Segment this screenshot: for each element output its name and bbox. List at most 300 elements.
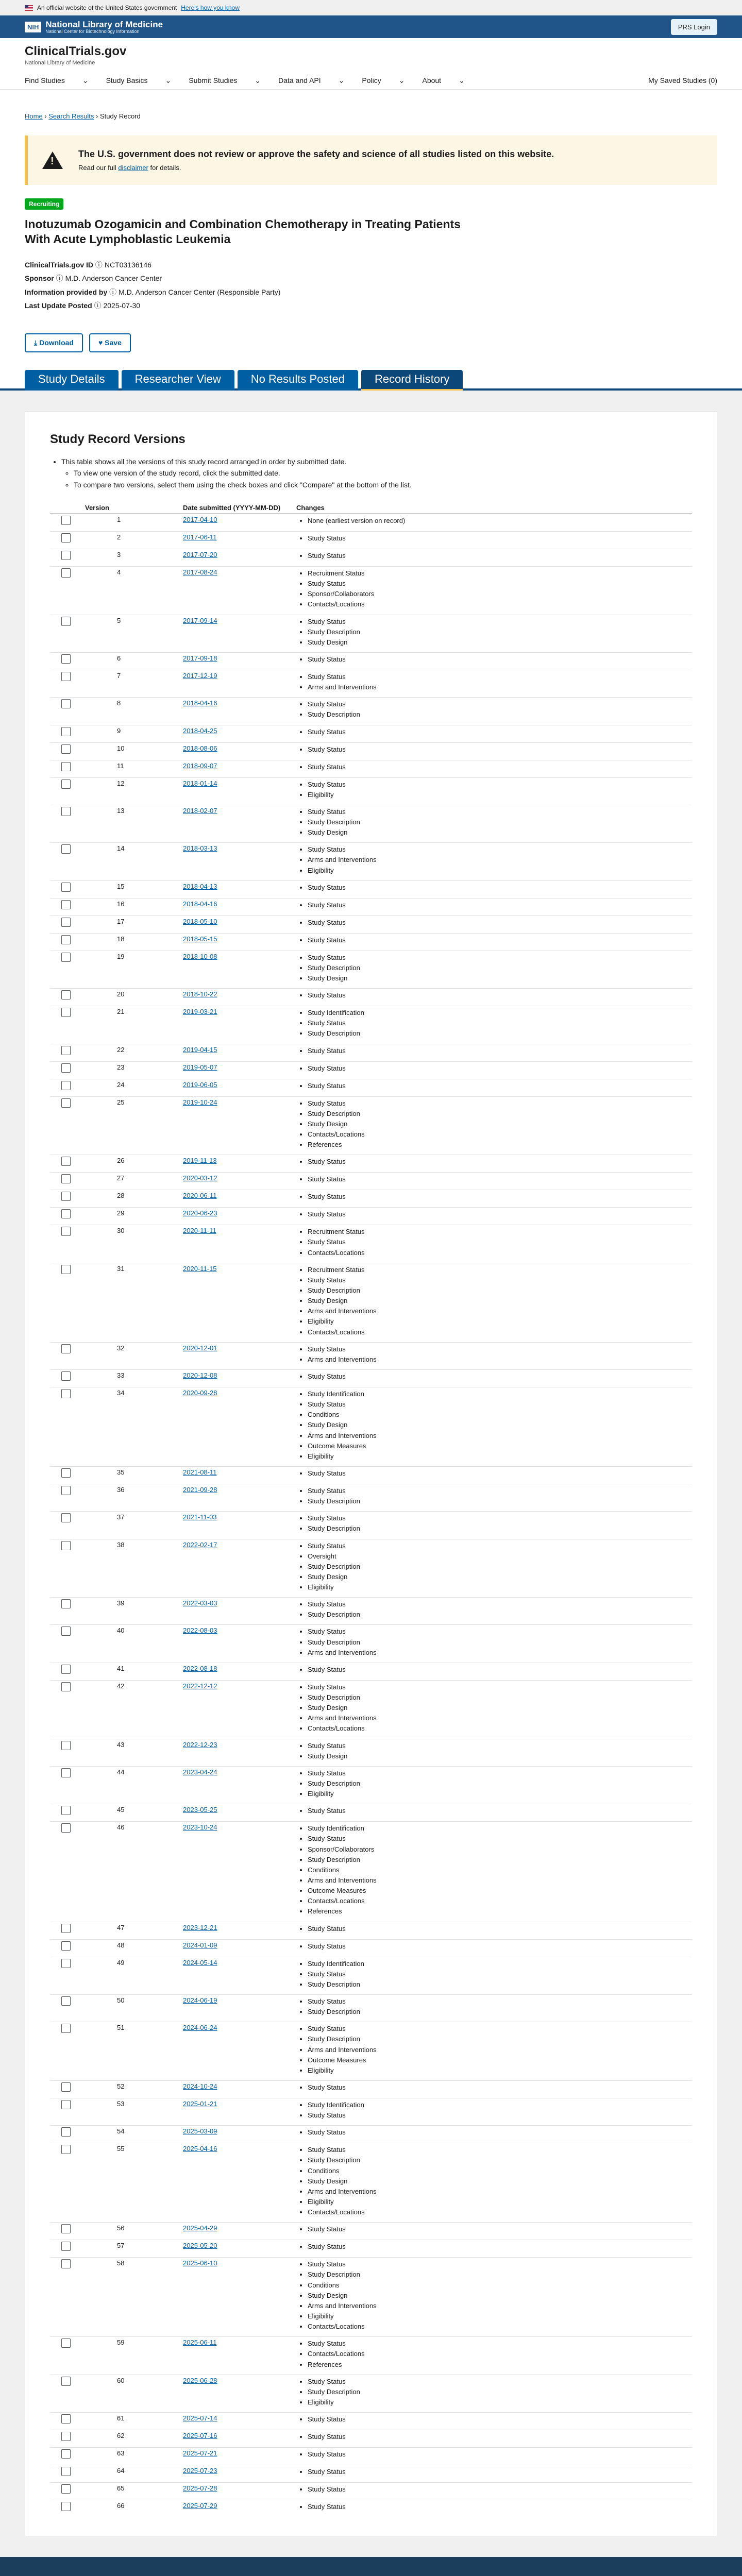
version-date-link[interactable]: 2018-09-07 [183,761,217,770]
table-row [50,725,692,742]
compare-checkbox[interactable] [61,900,71,909]
version-date-link[interactable]: 2018-02-07 [183,806,217,815]
version-date-link[interactable]: 2022-08-03 [183,1626,217,1635]
compare-checkbox[interactable] [61,2242,71,2251]
version-date-link[interactable]: 2019-10-24 [183,1098,217,1106]
compare-checkbox[interactable] [61,1371,71,1381]
compare-checkbox[interactable] [61,1941,71,1951]
change-item: • Study Status [308,727,688,737]
change-item: • Study Status [308,1513,688,1523]
version-date-link[interactable]: 2025-03-09 [183,2127,217,2136]
version-number: 35 [81,1466,179,1484]
version-date-link[interactable]: 2017-09-14 [183,616,217,624]
table-row [50,1096,692,1155]
compare-checkbox[interactable] [61,516,71,525]
table-row [50,898,692,916]
compare-checkbox[interactable] [61,935,71,944]
breadcrumb-search-results[interactable]: Search Results [48,112,94,120]
version-date-link[interactable]: 2023-04-24 [183,1768,217,1776]
changes-list [308,1098,688,1150]
table-row [50,2413,692,2430]
compare-checkbox[interactable] [61,1665,71,1674]
table-row [50,2098,692,2125]
disclaimer-alert [25,135,717,185]
change-item: • Study Status [308,1237,688,1247]
compare-checkbox[interactable] [61,779,71,789]
version-number: 28 [81,1190,179,1208]
changes-list [308,2377,688,2408]
nav-item[interactable]: About [422,76,442,84]
table-row [50,1190,692,1208]
change-item: • Eligibility [308,1582,688,1592]
version-number: 47 [81,1922,179,1939]
col-changes: Changes [292,502,692,514]
table-row [50,2126,692,2143]
compare-checkbox[interactable] [61,807,71,816]
change-item: • Study Description [308,627,688,637]
prs-login-button[interactable]: PRS Login [671,19,717,35]
disclaimer-text: Read our full disclaimer for details. [78,164,181,172]
compare-checkbox[interactable] [61,2224,71,2233]
compare-checkbox[interactable] [61,1192,71,1201]
tab-study-details[interactable]: Study Details [25,370,119,391]
compare-checkbox[interactable] [61,1344,71,1353]
version-date-link[interactable]: 2017-09-18 [183,654,217,663]
change-item: • Study Status [308,900,688,910]
changes-list [308,762,688,772]
changes-list [308,1924,688,1934]
change-item: • Outcome Measures [308,1886,688,1896]
version-date-link[interactable]: 2017-06-11 [183,533,217,541]
version-number: 59 [81,2337,179,2375]
version-date-link[interactable]: 2023-12-21 [183,1923,217,1931]
versions-table [50,502,692,2517]
changes-list [308,1959,688,1990]
compare-checkbox[interactable] [61,953,71,962]
version-date-link[interactable]: 2017-08-24 [183,568,217,577]
compare-checkbox[interactable] [61,1806,71,1815]
table-row [50,916,692,933]
version-number: 20 [81,989,179,1006]
change-item: • Study Status [308,2024,688,2034]
compare-checkbox[interactable] [61,1209,71,1218]
change-item: • Study Status [308,1599,688,1609]
table-row [50,1155,692,1173]
chevron-down-icon: ⌄ [398,76,405,84]
breadcrumb: Home › Search Results › Study Record [25,112,141,120]
version-number: 7 [81,670,179,698]
change-item: • Study Status [308,935,688,945]
change-item: • Study Status [308,1098,688,1109]
table-row [50,1061,692,1079]
change-item: • Arms and Interventions [308,1875,688,1886]
nav-item[interactable]: Find Studies [25,76,65,84]
version-number: 15 [81,880,179,898]
change-item: • Study Status [308,1344,688,1354]
version-date-link[interactable]: 2017-07-20 [183,551,217,559]
usa-gov-banner [0,0,742,15]
version-date-link[interactable]: 2025-06-28 [183,2376,217,2384]
download-button[interactable]: ⤓ Download [25,333,83,352]
version-date-link[interactable]: 2021-11-03 [183,1513,217,1521]
version-date-link[interactable]: 2024-10-24 [183,2082,217,2090]
version-date-link[interactable]: 2019-03-21 [183,1008,217,1016]
table-row [50,2022,692,2081]
changes-list [308,1063,688,1074]
compare-checkbox[interactable] [61,1682,71,1691]
version-number: 44 [81,1766,179,1804]
change-item: • Study Description [308,2034,688,2044]
site-logo-title[interactable]: ClinicalTrials.gov [25,44,127,58]
compare-checkbox[interactable] [61,2502,71,2511]
compare-checkbox[interactable] [61,533,71,543]
change-item: • Contacts/Locations [308,2349,688,2359]
compare-checkbox[interactable] [61,672,71,681]
compare-checkbox[interactable] [61,1599,71,1608]
version-date-link[interactable]: 2018-04-25 [183,726,217,735]
version-number: 49 [81,1957,179,1994]
version-date-link[interactable]: 2019-06-05 [183,1080,217,1089]
table-row [50,805,692,842]
version-date-link[interactable]: 2025-07-16 [183,2432,217,2440]
nlm-logo[interactable] [25,20,163,34]
version-date-link[interactable]: 2018-04-16 [183,900,217,908]
version-date-link[interactable]: 2025-06-10 [183,2259,217,2267]
content-area [0,391,742,2557]
breadcrumb-home[interactable]: Home [25,112,43,120]
change-item: • Study Design [308,2176,688,2187]
table-row [50,880,692,898]
table-row [50,615,692,652]
version-number: 27 [81,1173,179,1190]
version-number: 8 [81,698,179,725]
changes-list [308,1008,688,1039]
table-row [50,1766,692,1804]
compare-checkbox[interactable] [61,762,71,771]
table-row [50,1208,692,1225]
change-item: • Study Identification [308,1389,688,1399]
version-date-link[interactable]: 2018-04-13 [183,882,217,890]
chevron-down-icon: ⌄ [255,76,261,84]
compare-checkbox[interactable] [61,1924,71,1933]
version-date-link[interactable]: 2020-06-23 [183,1209,217,1217]
table-row [50,951,692,988]
version-date-link[interactable]: 2018-04-16 [183,699,217,707]
version-date-link[interactable]: 2019-11-13 [183,1157,217,1165]
version-date-link[interactable]: 2025-04-29 [183,2224,217,2232]
version-number: 56 [81,2223,179,2240]
compare-checkbox[interactable] [61,2082,71,2092]
version-date-link[interactable]: 2020-11-15 [183,1264,217,1273]
nav-item[interactable]: Submit Studies [189,76,238,84]
changes-list [308,2502,688,2512]
version-number: 2 [81,532,179,549]
version-date-link[interactable]: 2025-07-23 [183,2467,217,2475]
version-number: 25 [81,1096,179,1155]
change-item: • Study Status [308,2145,688,2155]
disclaimer-link[interactable]: disclaimer [118,164,148,172]
changes-list [308,2145,688,2217]
changes-list [308,2467,688,2477]
compare-checkbox[interactable] [61,1486,71,1495]
version-date-link[interactable]: 2021-08-11 [183,1468,217,1476]
version-date-link[interactable]: 2019-05-07 [183,1063,217,1071]
table-row [50,670,692,698]
compare-checkbox[interactable] [61,2259,71,2268]
change-item: • Arms and Interventions [308,855,688,865]
version-date-link[interactable]: 2018-10-22 [183,990,217,998]
changes-list [308,1823,688,1917]
version-date-link[interactable]: 2020-06-11 [183,1192,217,1200]
change-item: • Study Status [308,953,688,963]
table-row [50,1369,692,1387]
version-number: 57 [81,2240,179,2258]
compare-checkbox[interactable] [61,2432,71,2441]
compare-checkbox[interactable] [61,2484,71,2494]
version-number: 43 [81,1739,179,1766]
compare-checkbox[interactable] [61,1081,71,1090]
version-date-link[interactable]: 2024-05-14 [183,1958,217,1967]
compare-checkbox[interactable] [61,1265,71,1274]
change-item: • Study Description [308,2007,688,2017]
changes-list [308,918,688,928]
compare-checkbox[interactable] [61,1541,71,1550]
compare-checkbox[interactable] [61,2100,71,2109]
compare-checkbox[interactable] [61,918,71,927]
version-date-link[interactable]: 2018-01-14 [183,779,217,787]
compare-checkbox[interactable] [61,2145,71,2154]
version-number: 39 [81,1598,179,1625]
compare-checkbox[interactable] [61,1008,71,1017]
tab-researcher-view[interactable]: Researcher View [122,370,234,391]
version-date-link[interactable]: 2017-04-10 [183,516,217,524]
change-item: • Study Identification [308,1008,688,1018]
version-date-link[interactable]: 2025-07-21 [183,2449,217,2458]
version-date-link[interactable]: 2022-02-17 [183,1540,217,1549]
changes-list [308,727,688,737]
version-date-link[interactable]: 2025-07-28 [183,2484,217,2493]
change-item: • Study Status [308,1665,688,1675]
changes-list [308,2414,688,2425]
table-row [50,549,692,567]
change-item: • Study Status [308,2432,688,2442]
compare-checkbox[interactable] [61,1157,71,1166]
version-number: 52 [81,2080,179,2098]
change-item: • Study Status [308,533,688,544]
version-date-link[interactable]: 2020-11-11 [183,1227,216,1235]
compare-checkbox[interactable] [61,2338,71,2348]
changes-list [308,1468,688,1479]
change-item: • Study Identification [308,2100,688,2110]
change-item: • Study Description [308,817,688,827]
compare-checkbox[interactable] [61,1741,71,1750]
change-item: • None (earliest version on record) [308,516,688,526]
version-date-link[interactable]: 2024-06-19 [183,1996,217,2004]
table-row [50,843,692,880]
change-item: • Study Description [308,1979,688,1990]
save-button[interactable]: ♥ Save [89,333,131,352]
nih-logo-icon: NIH [25,22,41,32]
version-date-link[interactable]: 2022-12-12 [183,1682,217,1690]
version-date-link[interactable]: 2025-07-29 [183,2502,217,2510]
change-item: • Study Status [308,2242,688,2252]
change-item: • Study Status [308,2484,688,2495]
compare-checkbox[interactable] [61,654,71,664]
change-item: • Study Status [308,2110,688,2121]
nav-item[interactable]: Policy [362,76,381,84]
table-row [50,1512,692,1539]
changes-list [308,1389,688,1462]
compare-checkbox[interactable] [61,1996,71,2006]
compare-checkbox[interactable] [61,568,71,578]
compare-checkbox[interactable] [61,551,71,560]
change-item: • Study Status [308,2259,688,2269]
compare-checkbox[interactable] [61,844,71,854]
changes-list [308,2259,688,2332]
version-date-link[interactable]: 2022-03-03 [183,1599,217,1607]
compare-checkbox[interactable] [61,1227,71,1236]
version-date-link[interactable]: 2022-08-18 [183,1664,217,1672]
changes-list [308,2449,688,2460]
compare-checkbox[interactable] [61,1174,71,1183]
version-date-link[interactable]: 2023-10-24 [183,1823,217,1832]
change-item: • Study Identification [308,1823,688,1834]
table-row [50,933,692,951]
change-item: • Study Status [308,1063,688,1074]
tab-record-history[interactable]: Record History [361,370,463,391]
table-row [50,2258,692,2337]
version-number: 34 [81,1387,179,1466]
change-item: • Study Description [308,1692,688,1703]
table-row [50,1173,692,1190]
nlm-subtitle: National Center for Biotechnology Information [45,28,140,34]
version-date-link[interactable]: 2020-12-01 [183,1344,217,1352]
version-number: 3 [81,549,179,567]
version-number: 50 [81,1995,179,2022]
tab-results[interactable]: No Results Posted [238,370,358,391]
change-item: • Contacts/Locations [308,599,688,609]
version-date-link[interactable]: 2018-08-06 [183,744,217,752]
compare-checkbox[interactable] [61,1626,71,1636]
changes-list [308,1265,688,1337]
compare-checkbox[interactable] [61,990,71,999]
change-item: • Study Description [308,1562,688,1572]
change-item: • Study Status [308,1174,688,1184]
nav-item[interactable]: Data and API [278,76,321,84]
changes-list [308,1371,688,1382]
version-date-link[interactable]: 2024-06-24 [183,2024,217,2032]
version-date-link[interactable]: 2025-06-11 [183,2338,217,2347]
compare-checkbox[interactable] [61,617,71,626]
version-number: 23 [81,1061,179,1079]
version-number: 64 [81,2465,179,2483]
change-item: • Study Status [308,2224,688,2234]
change-item: • Study Status [308,1192,688,1202]
change-item: • Arms and Interventions [308,1306,688,1316]
compare-checkbox[interactable] [61,727,71,736]
change-item: • Study Design [308,637,688,648]
compare-checkbox[interactable] [61,1063,71,1073]
banner-how-you-know-link[interactable]: Here's how you know [181,4,240,11]
table-row [50,1804,692,1822]
compare-checkbox[interactable] [61,1513,71,1522]
compare-checkbox[interactable] [61,1098,71,1108]
version-date-link[interactable]: 2018-05-10 [183,917,217,925]
change-item: • Study Identification [308,1959,688,1969]
nav-item[interactable]: Study Basics [106,76,148,84]
change-item: • Eligibility [308,2197,688,2207]
version-date-link[interactable]: 2025-04-16 [183,2145,217,2153]
changes-list [308,516,688,526]
version-date-link[interactable]: 2018-03-13 [183,844,217,853]
version-date-link[interactable]: 2025-05-20 [183,2242,217,2250]
compare-checkbox[interactable] [61,699,71,708]
compare-checkbox[interactable] [61,2024,71,2033]
change-item: • Study Status [308,883,688,893]
compare-checkbox[interactable] [61,744,71,754]
table-row [50,1957,692,1994]
compare-checkbox[interactable] [61,2467,71,2476]
version-number: 11 [81,760,179,777]
version-date-link[interactable]: 2020-09-28 [183,1388,217,1397]
version-number: 42 [81,1680,179,1739]
version-date-link[interactable]: 2023-05-25 [183,1806,217,1814]
change-item: • Study Status [308,990,688,1001]
version-date-link[interactable]: 2017-12-19 [183,672,217,680]
version-date-link[interactable]: 2025-07-14 [183,2414,217,2422]
compare-checkbox[interactable] [61,2449,71,2459]
compare-checkbox[interactable] [61,2414,71,2424]
version-date-link[interactable]: 2024-01-09 [183,1941,217,1949]
change-item: • References [308,1140,688,1150]
changes-list [308,1344,688,1365]
changes-list [308,1806,688,1816]
version-date-link[interactable]: 2019-04-15 [183,1045,217,1054]
version-date-link[interactable]: 2021-09-28 [183,1485,217,1494]
compare-checkbox[interactable] [61,1468,71,1478]
version-number: 62 [81,2430,179,2448]
changes-list [308,2484,688,2495]
version-date-link[interactable]: 2020-12-08 [183,1371,217,1379]
compare-checkbox[interactable] [61,2127,71,2137]
compare-checkbox[interactable] [61,1823,71,1833]
change-item: • Study Status [308,1468,688,1479]
change-item: • Study Description [308,2155,688,2165]
version-date-link[interactable]: 2022-12-23 [183,1740,217,1749]
change-item: • Study Status [308,1626,688,1637]
version-number: 4 [81,567,179,615]
compare-checkbox[interactable] [61,1046,71,1055]
version-date-link[interactable]: 2018-05-15 [183,935,217,943]
version-date-link[interactable]: 2020-03-12 [183,1174,217,1182]
my-saved-studies-link[interactable]: My Saved Studies (0) [648,76,717,84]
changes-list [308,1996,688,2017]
changes-list [308,1665,688,1675]
compare-checkbox[interactable] [61,883,71,892]
version-date-link[interactable]: 2025-01-21 [183,2099,217,2108]
change-item: • Study Design [308,1572,688,1582]
version-date-link[interactable]: 2018-10-08 [183,952,217,960]
compare-checkbox[interactable] [61,2377,71,2386]
compare-checkbox[interactable] [61,1959,71,1968]
version-number: 30 [81,1225,179,1263]
compare-checkbox[interactable] [61,1768,71,1777]
table-row [50,777,692,805]
version-number: 10 [81,742,179,760]
change-item: • Eligibility [308,790,688,800]
compare-checkbox[interactable] [61,1389,71,1398]
version-number: 29 [81,1208,179,1225]
